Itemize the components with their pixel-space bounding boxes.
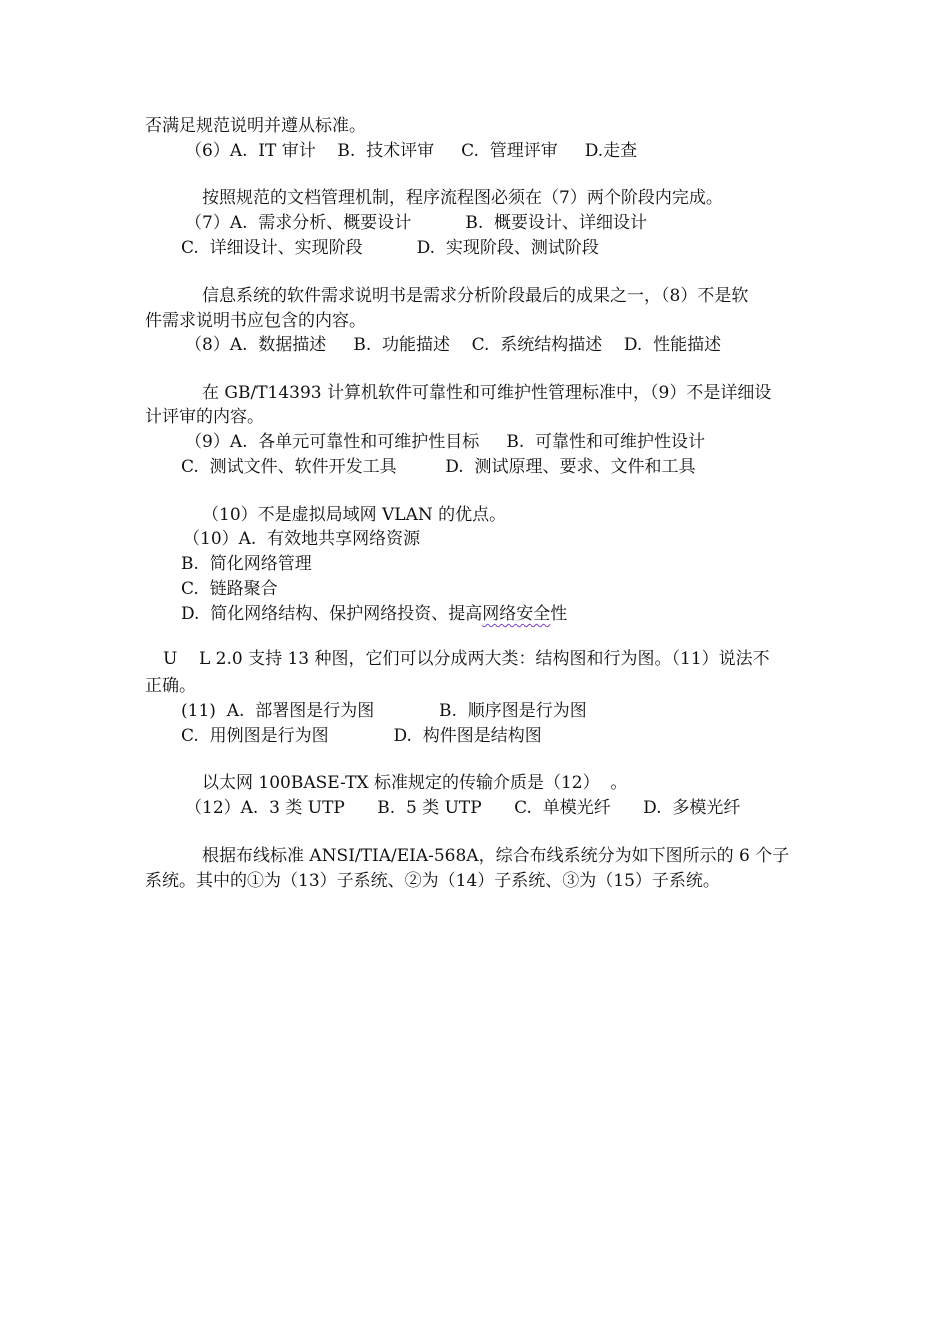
question-10-option-c: C. 链路聚合 <box>181 579 278 599</box>
question-9-options-cd: C. 测试文件、软件开发工具 D. 测试原理、要求、文件和工具 <box>181 457 696 477</box>
question-10-option-d <box>181 603 567 625</box>
question-10-option-a: （10）A. 有效地共享网络资源 <box>183 529 421 549</box>
question-9-stem: 在 GB/T14393 计算机软件可靠性和可维护性管理标准中，（9）不是详细设 <box>202 383 772 403</box>
question-10-option-b: B. 简化网络管理 <box>181 554 312 574</box>
text-line: 否满足规范说明并遵从标准。 <box>145 116 366 136</box>
spellcheck-underline-text: 网络安全 <box>482 604 551 624</box>
question-12-stem: 以太网 100BASE-TX 标准规定的传输介质是（12） 。 <box>202 773 628 793</box>
question-13-stem: 根据布线标准 ANSI/TIA/EIA-568A，综合布线系统分为如下图所示的 6 个子 <box>202 846 790 866</box>
question-8-options: （8）A. 数据描述 B. 功能描述 C. 系统结构描述 D. 性能描述 <box>185 335 722 355</box>
question-11-stem: U L 2.0 支持 13 种图，它们可以分成两大类：结构图和行为图。（11）说法不 <box>163 649 770 669</box>
question-9-options-ab: （9）A. 各单元可靠性和可维护性目标 B. 可靠性和可维护性设计 <box>185 432 706 452</box>
question-13-stem-cont: 系统。其中的①为（13）子系统、②为（14）子系统、③为（15）子系统。 <box>145 871 720 891</box>
question-8-stem: 信息系统的软件需求说明书是需求分析阶段最后的成果之一，（8）不是软 <box>202 286 749 306</box>
question-7-options-ab: （7）A. 需求分析、概要设计 B. 概要设计、详细设计 <box>185 213 648 233</box>
question-6-options: （6）A. IT 审计 B. 技术评审 C. 管理评审 D.走查 <box>185 141 638 161</box>
option-d-text: D. 简化网络结构、保护网络投资、提高 <box>181 604 483 624</box>
question-11-stem-cont: 正确。 <box>145 676 196 696</box>
question-11-options-ab: (11) A. 部署图是行为图 B. 顺序图是行为图 <box>181 701 587 721</box>
question-8-stem-cont: 件需求说明书应包含的内容。 <box>145 311 366 331</box>
question-12-options: （12）A. 3 类 UTP B. 5 类 UTP C. 单模光纤 D. 多模光纤 <box>185 798 741 818</box>
question-10-stem: （10）不是虚拟局域网 VLAN 的优点。 <box>202 505 507 525</box>
question-9-stem-cont: 计评审的内容。 <box>145 407 264 427</box>
option-d-text-end: 性 <box>550 604 568 624</box>
question-7-stem: 按照规范的文档管理机制，程序流程图必须在（7）两个阶段内完成。 <box>202 188 723 208</box>
question-11-options-cd: C. 用例图是行为图 D. 构件图是结构图 <box>181 726 542 746</box>
question-7-options-cd: C. 详细设计、实现阶段 D. 实现阶段、测试阶段 <box>181 238 599 258</box>
